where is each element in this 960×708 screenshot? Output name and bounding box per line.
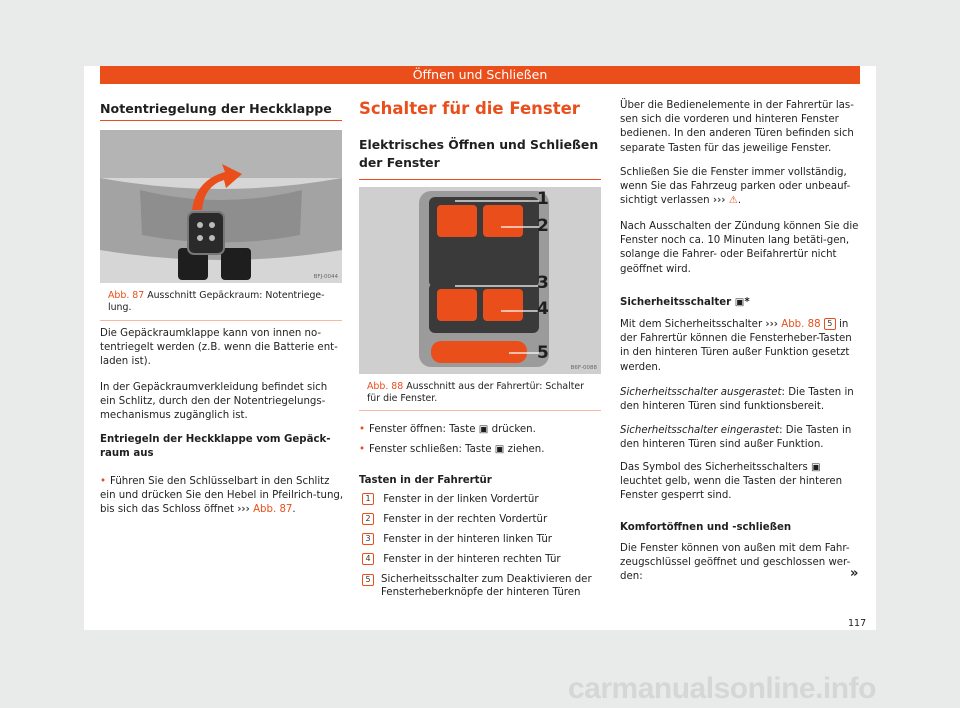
watermark: carmanualsonline.info bbox=[568, 672, 876, 705]
col3-para1: Über die Bedienelemente in der Fahrertür las-sen sich die vorderen und hinteren Fenster bedienen. In den anderen Türen befinden sich separate Tasten für das jeweilige Fenster. bbox=[620, 100, 854, 154]
list-item: 3 Fenster in der hinteren linken Tür bbox=[362, 533, 552, 546]
chevron-ref-icon: ››› bbox=[237, 504, 250, 516]
safety-switch-icon: ▣ bbox=[811, 462, 821, 473]
callout-ref-5: 5 bbox=[824, 318, 836, 330]
list-item: 4 Fenster in der hinteren rechten Tür bbox=[362, 553, 561, 566]
figure-88-caption bbox=[367, 381, 597, 405]
list-item: 2 Fenster in der rechten Vordertür bbox=[362, 513, 547, 526]
figure-87-code: BFJ-0044 bbox=[313, 274, 338, 280]
warning-icon[interactable]: ⚠ bbox=[728, 195, 738, 207]
col3-para4: Mit dem Sicherheitsschalter ››› Abb. 88 5 in der Fahrertür können die Fensterheber-Tasten in den hinteren Türen außer Funktion gesetzt werden. bbox=[620, 319, 852, 373]
col2-subtitle: Elektrisches Öffnen und Schließen der Fenster bbox=[359, 137, 599, 170]
callout-1: 1 bbox=[537, 189, 549, 209]
col2-list-heading: Tasten in der Fahrertür bbox=[359, 475, 492, 486]
col3-para6: Sicherheitsschalter eingerastet: Die Tasten in den hinteren Türen sind außer Funktion. bbox=[620, 425, 852, 451]
list-item: 1 Fenster in der linken Vordertür bbox=[362, 493, 539, 506]
col1-caption-rule bbox=[100, 320, 342, 321]
window-button-icon: ▣ bbox=[494, 444, 505, 455]
col1-para2: In der Gepäckraumverkleidung befindet sich ein Schlitz, durch den der Notentriegelungs-mechanismus zugänglich ist. bbox=[100, 382, 328, 422]
bullet-dot bbox=[100, 476, 110, 487]
caption-text: Ausschnitt aus der Fahrertür: Schalter für die Fenster. bbox=[367, 381, 585, 404]
col2-bullet2: • Fenster schließen: Taste ▣ ziehen. bbox=[359, 443, 604, 457]
caption-label: Abb. 88 bbox=[367, 381, 404, 392]
ref-link-abb88[interactable]: Abb. 88 bbox=[781, 319, 821, 330]
page-number: 117 bbox=[848, 618, 867, 629]
col1-bullet: • Führen Sie den Schlüsselbart in den Schlitz ein und drücken Sie den Hebel in Pfeilrich-tung, bis sich das Schloss öffnet ››› Abb. 87. bbox=[100, 475, 345, 518]
col1-title: Notentriegelung der Heckklappe bbox=[100, 101, 332, 116]
col2-bullet1: • Fenster öffnen: Taste ▣ drücken. bbox=[359, 423, 604, 437]
col3-para5: Sicherheitsschalter ausgerastet: Die Tasten in den hinteren Türen sind funktionsbereit. bbox=[620, 387, 854, 413]
callout-4: 4 bbox=[537, 299, 549, 319]
chevron-ref-icon: ››› bbox=[765, 319, 778, 330]
section-header: Öffnen und Schließen bbox=[100, 66, 860, 84]
ref-link-abb87[interactable]: Abb. 87 bbox=[253, 504, 293, 516]
trunk-illustration bbox=[100, 130, 342, 283]
window-switch-illustration bbox=[359, 187, 601, 374]
figure-88-code: B6F-0088 bbox=[570, 365, 597, 371]
list-item: 5 Sicherheitsschalter zum Deaktivieren der Fensterheberknöpfe der hinteren Türen bbox=[362, 573, 602, 599]
safety-switch-icon: ▣ bbox=[734, 297, 745, 308]
col1-para1: Die Gepäckraumklappe kann von innen no-tentriegelt werden (z.B. wenn die Batterie ent-laden ist). bbox=[100, 328, 338, 368]
chevron-ref-icon: ››› bbox=[712, 195, 726, 207]
caption-text: Ausschnitt Gepäckraum: Notentriege-lung. bbox=[108, 290, 325, 313]
figure-87-caption bbox=[108, 290, 338, 314]
bullet-dot bbox=[359, 424, 369, 435]
bullet-dot bbox=[359, 444, 369, 455]
caption-label: Abb. 87 bbox=[108, 290, 145, 301]
callout-5: 5 bbox=[537, 343, 549, 363]
col1-subheading: Entriegeln der Heckklappe vom Gepäck-raum aus bbox=[100, 434, 331, 460]
col2-subtitle-rule bbox=[359, 179, 601, 180]
col3-para7: Das Symbol des Sicherheitsschalters ▣ leuchtet gelb, wenn die Tasten der hinteren Fenster gesperrt sind. bbox=[620, 462, 843, 502]
window-button-icon: ▣ bbox=[478, 424, 489, 435]
col3-heading1: Sicherheitsschalter ▣* bbox=[620, 297, 750, 308]
continue-mark: » bbox=[850, 566, 859, 581]
col2-title: Schalter für die Fenster bbox=[359, 99, 580, 118]
col3-para8: Die Fenster können von außen mit dem Fahr-zeugschlüssel geöffnet und geschlossen wer-den: bbox=[620, 543, 851, 583]
bullet-text: Führen Sie den Schlüsselbart in den Schlitz ein und drücken Sie den Hebel in Pfeilrich-tung, bis sich das Schloss öffnet bbox=[100, 476, 344, 516]
col3-heading2: Komfortöffnen und -schließen bbox=[620, 522, 792, 533]
col1-title-rule bbox=[100, 120, 342, 121]
col2-caption-rule bbox=[359, 410, 601, 411]
col3-para2: Schließen Sie die Fenster immer vollständig, wenn Sie das Fahrzeug parken oder unbeauf-sichtigt verlassen ››› ⚠. bbox=[620, 167, 851, 207]
col3-para3: Nach Ausschalten der Zündung können Sie die Fenster noch ca. 10 Minuten lang betäti-gen, solange die Fahrer- oder Beifahrertür nicht geöffnet wird. bbox=[620, 221, 859, 275]
figure-88 bbox=[359, 187, 601, 374]
callout-3: 3 bbox=[537, 273, 549, 293]
figure-87 bbox=[100, 130, 342, 283]
callout-2: 2 bbox=[537, 216, 549, 236]
